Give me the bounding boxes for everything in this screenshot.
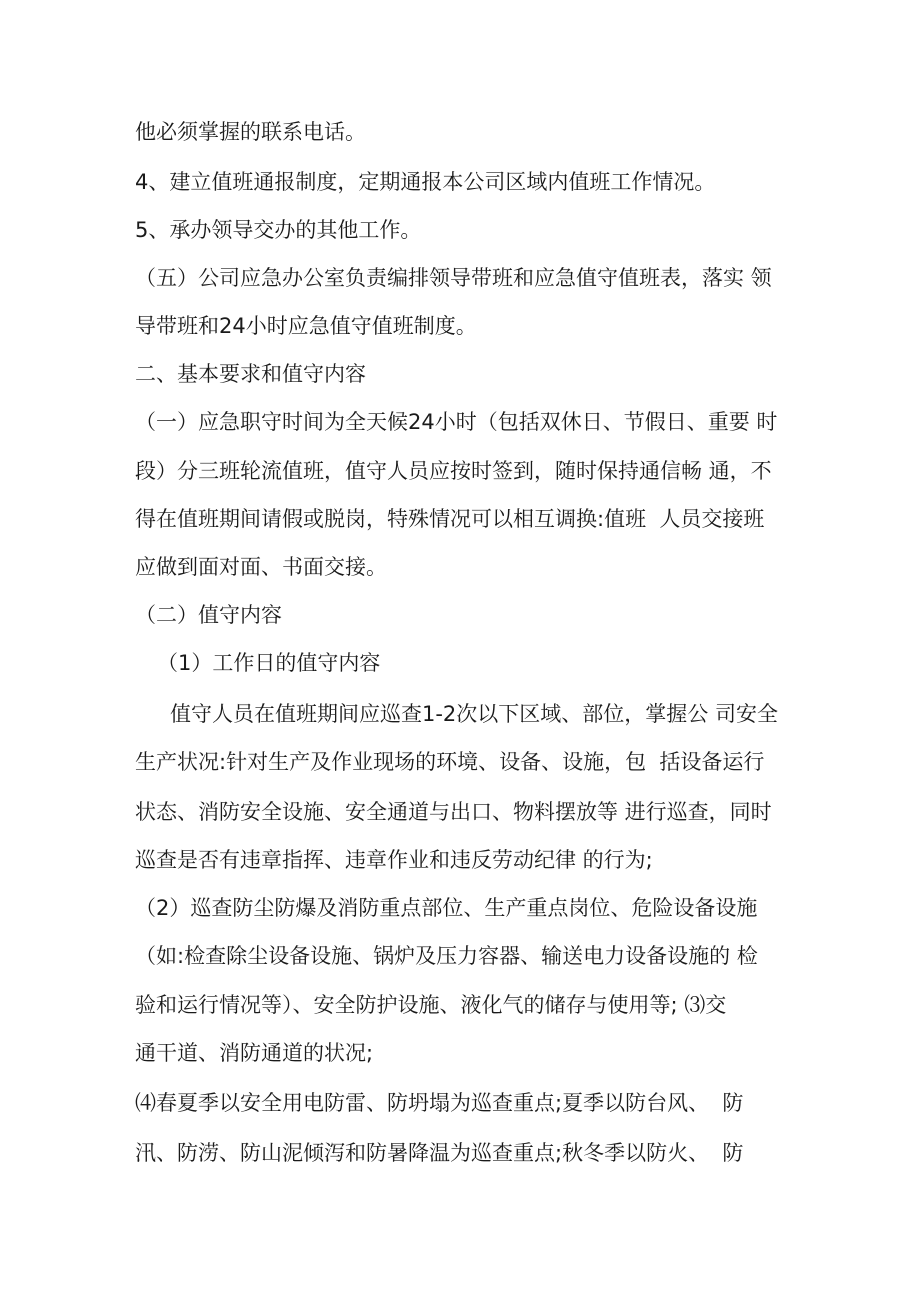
text-line-17: （2）巡查防尘防爆及消防重点部位、生产重点岗位、危险设备设施 <box>135 896 758 920</box>
text-line-1: 他必须掌握的联系电话。 <box>135 120 366 144</box>
text-line-22: 汛、防涝、防山泥倾泻和防暑降温为巡查重点;秋冬季以防火、 防 <box>135 1141 744 1165</box>
text-line-14: 生产状况:针对生产及作业现场的环境、设备、设施，包 括设备运行 <box>135 750 765 774</box>
text-line-19: 验和运行情况等）、安全防护设施、液化气的储存与使用等; ⑶交 <box>135 993 727 1017</box>
text-line-11: （二）值守内容 <box>135 603 282 627</box>
text-line-6: 二、基本要求和值守内容 <box>135 362 366 386</box>
text-line-16: 巡查是否有违章指挥、违章作业和违反劳动纪律 的行为; <box>135 848 653 872</box>
text-line-20: 通干道、消防通道的状况; <box>135 1041 374 1065</box>
text-line-13: 值守人员在值班期间应巡查1-2次以下区域、部位，掌握公 司安全 <box>170 702 778 726</box>
text-line-7: （一）应急职守时间为全天候24小时（包括双休日、节假日、重要 时 <box>135 410 778 434</box>
text-line-5: 导带班和24小时应急值守值班制度。 <box>135 314 477 338</box>
text-line-9: 得在值班期间请假或脱岗，特殊情况可以相互调换:值班 人员交接班 <box>135 507 765 531</box>
text-line-15: 状态、消防安全设施、安全通道与出口、物料摆放等 进行巡查，同时 <box>135 800 772 824</box>
text-line-10: 应做到面对面、书面交接。 <box>135 555 387 579</box>
text-line-2: 4、建立值班通报制度，定期通报本公司区域内值班工作情况。 <box>135 170 716 194</box>
text-line-4: （五）公司应急办公室负责编排领导带班和应急值守值班表，落实 领 <box>135 266 772 290</box>
text-line-21: ⑷春夏季以安全用电防雷、防坍塌为巡查重点;夏季以防台风、 防 <box>135 1091 744 1115</box>
text-line-12: （1）工作日的值守内容 <box>157 651 381 675</box>
text-line-18: （如:检查除尘设备设施、锅炉及压力容器、输送电力设备设施的 检 <box>135 944 758 968</box>
text-line-8: 段）分三班轮流值班，值守人员应按时签到，随时保持通信畅 通，不 <box>135 459 772 483</box>
text-line-3: 5、承办领导交办的其他工作。 <box>135 218 422 242</box>
